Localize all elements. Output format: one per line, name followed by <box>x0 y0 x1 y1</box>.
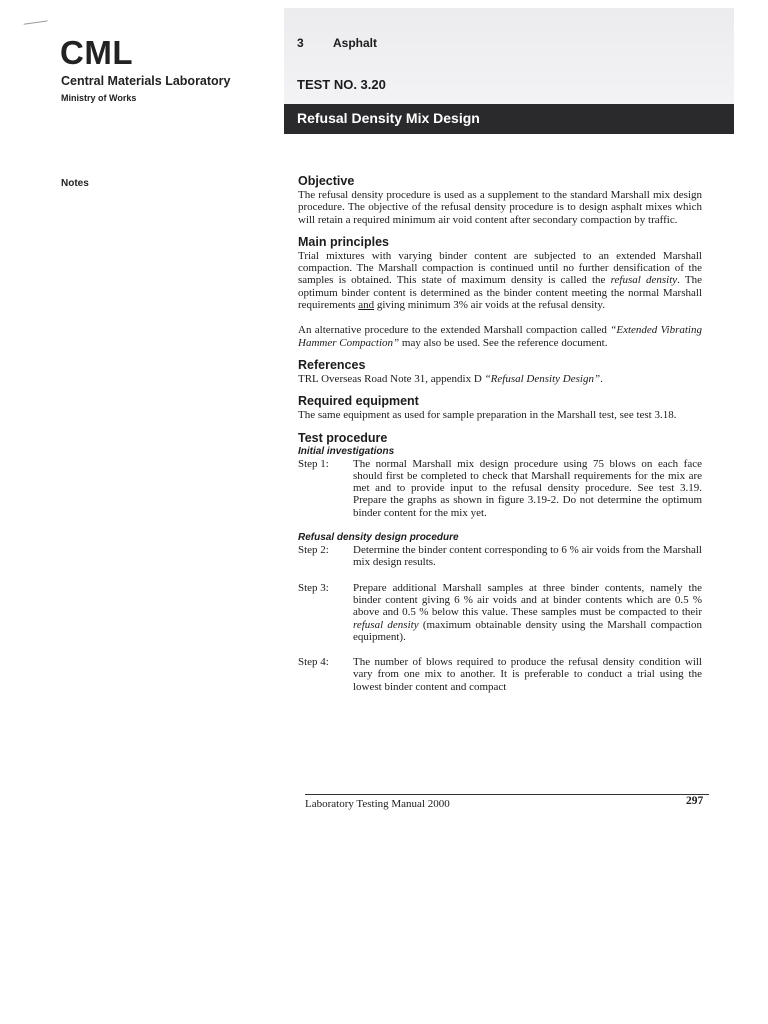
step-1 <box>298 458 702 519</box>
cml-logo: CML <box>60 34 133 71</box>
notes-label: Notes <box>61 178 89 189</box>
pen-mark <box>24 20 49 30</box>
objective-text: The refusal density procedure is used as a supplement to the standard Marshall mix design procedure. The objective of the refusal density procedure is to design asphalt mixes which will retain a required minimum air void content after secondary compaction by traffic. <box>298 189 702 226</box>
test-number: TEST NO. 3.20 <box>297 77 386 92</box>
main-content <box>298 174 702 693</box>
step-1-text: The normal Marshall mix design procedure using 75 blows on each face should first be completed to check that Marshall requirements for the mix are met and to provide input to the refusal density procedure. See test 3.19. Prepare the graphs as shown in figure 3.19-2. Do not determine the optimum binder content for the mix yet. <box>353 457 702 519</box>
equipment-heading: Required equipment <box>298 394 419 409</box>
step-2-label: Step 2: <box>298 544 329 557</box>
step-4-text: The number of blows required to produce the refusal density condition will vary from one mix to another. It is preferable to conduct a trial using the lowest binder content and compact <box>353 656 702 693</box>
procedure-heading: Test procedure <box>298 430 388 445</box>
step-4 <box>298 656 702 693</box>
references-heading: References <box>298 357 366 372</box>
section-number: 3 <box>297 36 304 50</box>
step-2-text: Determine the binder content corresponding to 6 % air voids from the Marshall mix design results. <box>353 544 702 569</box>
refusal-procedure-heading: Refusal density design procedure <box>298 532 459 544</box>
footer-manual-title: Laboratory Testing Manual 2000 <box>305 798 450 810</box>
equipment-text: The same equipment as used for sample preparation in the Marshall test, see test 3.18. <box>298 409 677 422</box>
page-title: Refusal Density Mix Design <box>297 110 480 126</box>
laboratory-name: Central Materials Laboratory <box>61 74 231 88</box>
principles-paragraph-2: An alternative procedure to the extended Marshall compaction called “Extended Vibrating Hammer Compaction” may also be used. See the reference document. <box>298 324 702 349</box>
step-3-text: Prepare additional Marshall samples at three binder contents, namely the binder content giving 6 % air voids and at binder contents which are 0.5 % above and 0.5 % below this value. These samples must be compacted to their refusal density (maximum obtainable density using the Marshall compaction equipment). <box>353 581 702 643</box>
step-3-label: Step 3: <box>298 581 329 594</box>
objective-heading: Objective <box>298 174 355 188</box>
references-text: TRL Overseas Road Note 31, appendix D “Refusal Density Design”. <box>298 372 603 385</box>
initial-investigations-heading: Initial investigations <box>298 445 395 457</box>
step-3 <box>298 582 702 643</box>
ministry-name: Ministry of Works <box>61 93 137 103</box>
footer-rule <box>305 794 709 795</box>
principles-heading: Main principles <box>298 234 389 249</box>
step-1-label: Step 1: <box>298 457 329 470</box>
page-number: 297 <box>686 795 704 807</box>
section-name: Asphalt <box>333 36 378 50</box>
step-4-label: Step 4: <box>298 656 329 669</box>
principles-paragraph-1: Trial mixtures with varying binder content are subjected to an extended Marshall compaction. The Marshall compaction is continued until no further densification of the samples is obtained. This state of maximum density is called the refusal density. The optimum binder content is determined as the binder content meeting the normal Marshall requirements and giving minimum 3% air voids at the refusal density. <box>298 249 703 312</box>
step-2 <box>298 544 702 569</box>
